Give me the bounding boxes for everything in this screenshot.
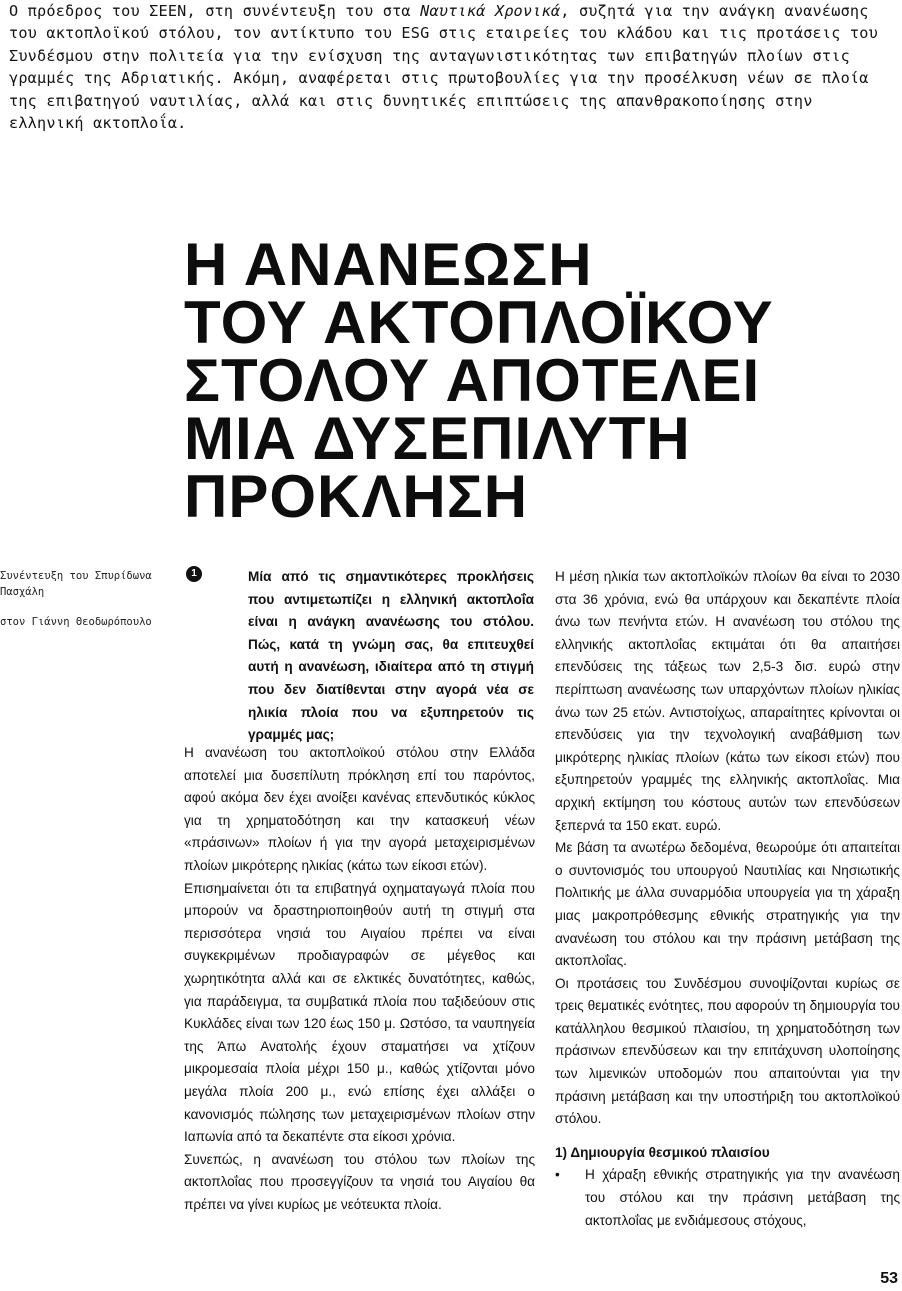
bullet-text: Η χάραξη εθνικής στρατηγικής για την ανανέωση του στόλου και την πράσινη μετάβαση της ακτοπλοΐας με ενδιάμεσους στόχους,: [585, 1167, 900, 1228]
col2-paragraph-1: Η μέση ηλικία των ακτοπλοϊκών πλοίων θα είναι το 2030 στα 36 χρόνια, ενώ θα υπάρχουν και δεκαπέντε πλοία άνω των πενήντα ετών. Η ανανέωση του στόλου της ελληνικής ακτοπλοΐας εκτιμάται ότι θα απαιτήσει επενδύσεις της τάξεως των 2,5-3 δισ. ευρώ στην περίπτωση ανανέωσης των υπαρχόντων πλοίων ηλικίας άνω των 25 ετών. Αντιστοίχως, απαραίτητες κρίνονται οι επενδύσεις για την τεχνολογική αναβάθμιση των μικρότερης ηλικίας πλοίων (κάτω των είκοσι ετών) που εξυπηρετούν γραμμές της ελληνικής ακτοπλοΐας. Μια αρχική εκτίμηση του κόστους αυτών των επενδύσεων ξεπερνά τα 150 εκατ. ευρώ.: [555, 569, 900, 833]
byline-interviewee: Συνέντευξη του Σπυρίδωνα Πασχάλη: [0, 570, 152, 598]
byline: [0, 568, 170, 644]
bullet-marker: •: [555, 1167, 560, 1183]
col1-paragraph-3: Συνεπώς, η ανανέωση του στόλου των πλοίων της ακτοπλοΐας που προσεγγίζουν τα νησιά του Αιγαίου θα πρέπει να γίνει κυρίως με νεότευκτα πλοία.: [184, 1151, 535, 1212]
page-number: 53: [880, 1270, 898, 1287]
section-heading: 1) Δημιουργία θεσμικού πλαισίου: [555, 1144, 770, 1160]
magazine-name: Ναυτικά Χρονικά: [420, 2, 561, 20]
question-text: Μία από τις σημαντικότερες προκλήσεις που αντιμετωπίζει η ελληνική ακτοπλοΐα είναι η ανάγκη ανανέωσης του στόλου. Πώς, κατά τη γνώμη σας, θα επιτευχθεί αυτή η ανανέωση, ιδιαίτερα από τη στιγμή που δεν διατίθενται στην αγορά νέα σε ηλικία πλοία που να εξυπηρετούν τις γραμμές μας;: [248, 569, 534, 743]
headline-line-3: ΣΤΟΛΟΥ ΑΠΟΤΕΛΕΙ: [184, 347, 761, 414]
intro-text-end: , συζητά για την ανάγκη ανανέωσης του ακτοπλοϊκού στόλου, τον αντίκτυπο του ESG στις εταιρείες του κλάδου και τις προτάσεις του Συνδέσμου στην πολιτεία για την ενίσχυση της ανταγωνιστικότητας των επιβατηγών πλοίων στις γραμμές της Αδριατικής. Ακόμη, αναφέρεται στις πρωτοβουλίες για την προσέλκυση νέων σε πλοία της επιβατηγού ναυτιλίας, αλλά και στις δυνητικές επιπτώσεις της απανθρακοποίησης στην ελληνική ακτοπλοΐα.: [9, 2, 878, 133]
headline-line-2: ΤΟΥ ΑΚΤΟΠΛΟΪΚΟΥ: [184, 289, 774, 356]
answer-column-1: [184, 742, 535, 1216]
byline-interviewer: στον Γιάννη Θεοδωρόπουλο: [0, 616, 152, 628]
headline: [184, 231, 774, 530]
headline-line-4: ΜΙΑ ΔΥΣΕΠΙΛΥΤΗ: [184, 405, 691, 472]
col2-paragraph-2: Με βάση τα ανωτέρω δεδομένα, θεωρούμε ότι απαιτείται ο συντονισμός του υπουργού Ναυτιλίας και Νησιωτικής Πολιτικής με άλλα συναρμόδια υπουργεία για τη χάραξη μιας μακροπρόθεσμης εθνικής στρατηγικής για την ανανέωση του στόλου και την πράσινη μετάβαση της ακτοπλοΐας.: [555, 840, 900, 969]
headline-line-1: Η ΑΝΑΝΕΩΣΗ: [184, 231, 593, 298]
intro-text-start: Ο πρόεδρος του ΣΕΕΝ, στη συνέντευξη του στα: [9, 2, 421, 20]
question-number-badge: 1: [186, 566, 202, 582]
intro-paragraph: [9, 0, 893, 134]
headline-line-5: ΠΡΟΚΛΗΣΗ: [184, 463, 529, 530]
bullet-item: [555, 1164, 900, 1232]
col1-paragraph-1: Η ανανέωση του ακτοπλοϊκού στόλου στην Ελλάδα αποτελεί μια δυσεπίλυτη πρόκληση επί του παρόντος, αφού ακόμα δεν έχει ανοίξει κανένας επενδυτικός κύκλος για τη χρηματοδότηση και την κατασκευή νέων «πράσινων» πλοίων ή για την αγορά μεταχειρισμένων πλοίων μικρότερης ηλικίας (κάτω των είκοσι ετών).: [184, 745, 535, 873]
col1-paragraph-2: Επισημαίνεται ότι τα επιβατηγά οχηματαγωγά πλοία που μπορούν να δραστηριοποιηθούν αυτή τη στιγμή στα περισσότερα νησιά του Αιγαίου πρέπει να είναι συγκεκριμένων προδιαγραφών σε μέγεθος και χωρητικότητα αλλά και σε ελκτικές δυνατότητες, καθώς, για παράδειγμα, τα συμβατικά πλοία που ταξιδεύουν στις Κυκλάδες είναι των 120 έως 150 μ. Ωστόσο, τα ναυπηγεία της Άπω Ανατολής έχουν σταματήσει να χτίζουν μικρομεσαία πλοία μέχρι 150 μ., καθώς χτίζονται μόνο μεγάλα πλοία 200 μ., ενώ επίσης έχει αλλάξει ο κανονισμός πώλησης των μεταχειρισμένων πλοίων στην Ιαπωνία από τα δεκαπέντε στα είκοσι χρόνια.: [184, 880, 535, 1145]
col2-paragraph-3: Οι προτάσεις του Συνδέσμου συνοψίζονται κυρίως σε τρεις θεματικές ενότητες, που αφορούν τη δημιουργία του κατάλληλου θεσμικού πλαισίου, τη χρηματοδότηση των πράσινων επενδύσεων και την επιτάχυνση υλοποίησης των λιμενικών υποδομών που απαιτούνται για την πράσινη μετάβαση και την υποστήριξη του ακτοπλοϊκού στόλου.: [555, 975, 900, 1127]
answer-column-2: [555, 566, 900, 1232]
